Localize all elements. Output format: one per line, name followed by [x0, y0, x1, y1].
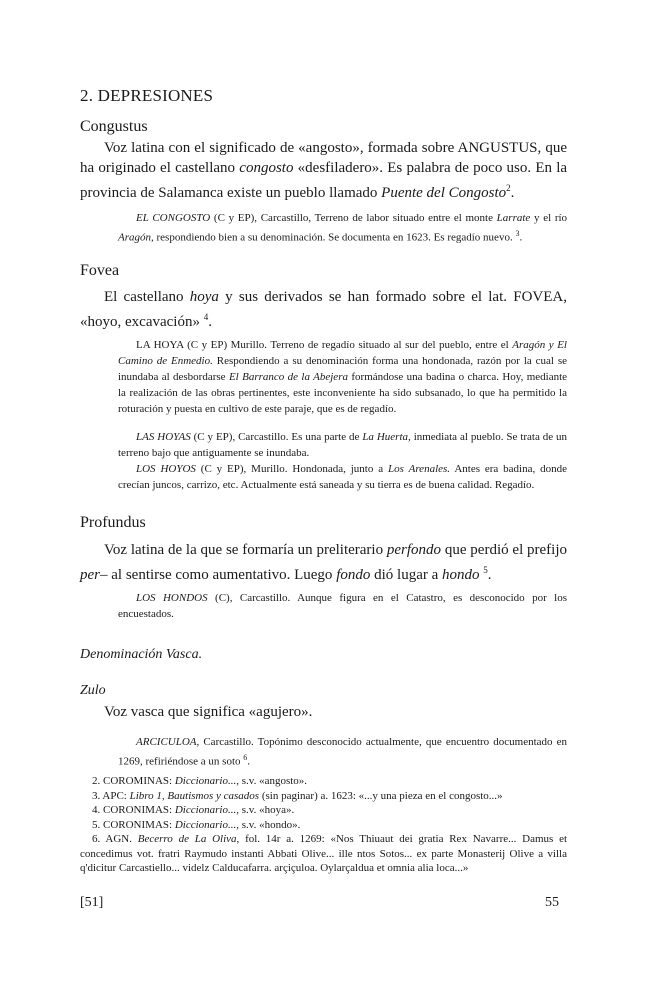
page-bracket-number: [51]: [80, 895, 104, 910]
heading-denominacion-vasca: Denominación Vasca.: [80, 647, 203, 662]
entry-el-congosto: EL CONGOSTO (C y EP), Carcastillo, Terreno de labor situado entre el monte Larrate y el río Aragón, respondiendo bien a su denominación. Se documenta en 1623. Es regadío nuevo. $^3$.: [118, 212, 568, 244]
paragraph-zulo: Voz vasca que significa «agujero».: [104, 704, 313, 720]
footnote-3: 3. APC: Libro 1, Bautismos y casados (sin paginar) a. 1623: «...y una pieza en el congosto...»: [92, 789, 503, 802]
footnote-4: 4. CORONIMAS: Diccionario..., s.v. «hoya».: [92, 804, 295, 816]
entry-las-hoyas: LAS HOYAS (C y EP), Carcastillo. Es una parte de La Huerta, inmediata al pueblo. Se trata de un terreno bajo que antiguamente se inundaba.: [118, 431, 568, 459]
heading-profundus: Profundus: [80, 514, 146, 531]
heading-zulo: Zulo: [80, 683, 106, 698]
entry-arciculoa: ARCICULOA, Carcastillo. Topónimo desconocido actualmente, que encuentro documentado en 1269, refiriéndose a un soto $^6$.: [118, 736, 567, 768]
footnote-2: 2. COROMINAS: Diccionario..., s.v. «angosto».: [92, 775, 308, 787]
entry-los-hondos: LOS HONDOS (C), Carcastillo. Aunque figura en el Catastro, es desconocido por los encuestados.: [118, 592, 567, 620]
place-puente-del-congosto: Puente del Congosto: [381, 185, 507, 201]
page-number: 55: [545, 895, 559, 910]
footnote-5: 5. CORONIMAS: Diccionario..., s.v. «hondo».: [92, 818, 301, 831]
paragraph-fovea: El castellano hoya y sus derivados se han formado sobre el lat. FOVEA, «hoyo, excavación» $^4$.: [80, 289, 567, 330]
heading-congustus: Congustus: [80, 118, 148, 135]
footnote-ref-3: 3: [515, 229, 520, 238]
footnote-ref-6: 6: [243, 753, 248, 762]
heading-fovea: Fovea: [80, 262, 120, 279]
entry-la-hoya: LA HOYA (C y EP) Murillo. Terreno de regadío situado al sur del pueblo, entre el Aragón y El Camino de Enmedio. Respondiendo a su denominación forma una hondonada, razón por la cual se inundaba al desbordarse El Barranco de la Abejera formándose una badina o charca. Hoy, mediante la realización de las obras pertinentes, este inconveniente ha sido subsanado, lo que ha permitido la roturación y puesta en cultivo de este paraje, que es de regadío.: [118, 339, 568, 415]
footnote-6: 6. AGN. Becerro de La Oliva, fol. 14r a. 1269: «Nos Thiuaut dei gratia Rex Navarre... Damus et concedimus vot. fratri Raymudo instanti Abbati Olive... ille ntos Sotos... ex parte Monasterij Olive a villa q'dicitur Carcastiello... videlz Calducafarra. arçiçuloa. Oylarçaldua et omnia alia loca...»: [80, 833, 568, 874]
paragraph-profundus: Voz latina de la que se formaría un preliterario perfondo que perdió el prefijo per– al sentirse como aumentativo. Luego fondo dió lugar a hondo $^5$.: [80, 542, 568, 583]
term-congosto: congosto: [239, 160, 294, 176]
paragraph-congustus: Voz latina con el significado de «angosto», formada sobre ANGUSTUS, que ha originado el castellano congosto «desfiladero». Es palabra de poco uso. En la provincia de Salamanca existe un pueblo llamado Puente del Congosto$^2$.: [80, 140, 568, 201]
footnote-ref-5: 5: [483, 565, 488, 575]
footnote-ref-2: 2: [506, 183, 511, 193]
entry-los-hoyos: LOS HOYOS (C y EP), Murillo. Hondonada, junto a Los Arenales. Antes era badina, donde crecían juncos, carrizo, etc. Actualmente está saneada y su tierra es de buena calidad. Regadío.: [118, 463, 568, 491]
footnote-ref-4: 4: [203, 312, 209, 322]
section-title: 2. DEPRESIONES: [80, 86, 214, 105]
footnotes: [80, 774, 567, 876]
